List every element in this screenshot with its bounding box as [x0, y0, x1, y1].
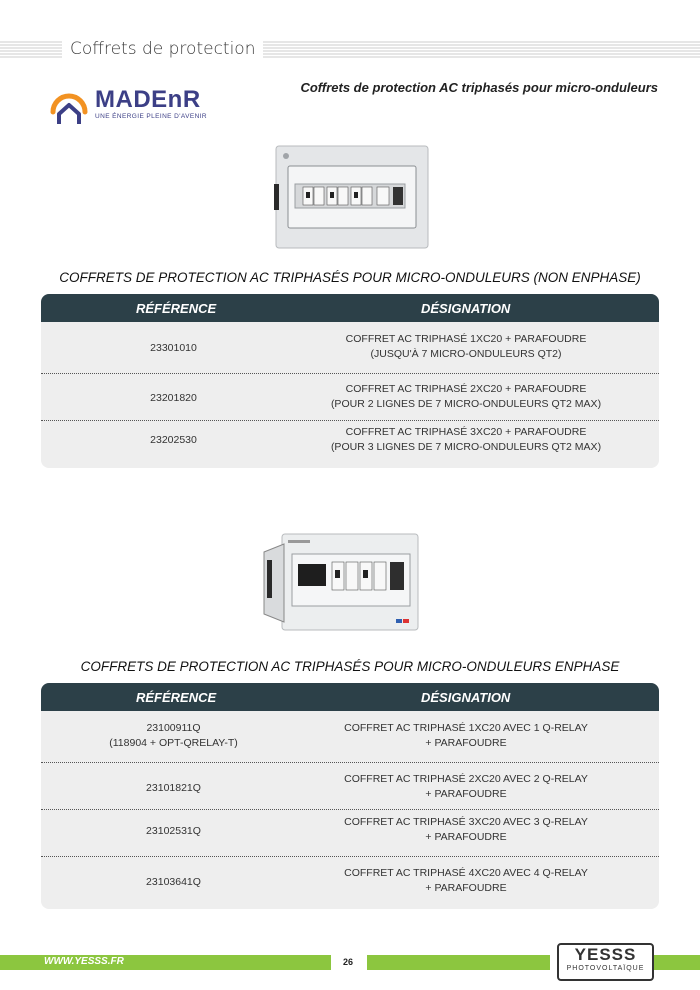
product-photo-enphase: [262, 530, 422, 634]
madenr-logo: [48, 84, 208, 128]
yesss-logo: [557, 943, 654, 981]
row-designation: COFFRET AC TRIPHASÉ 1XC20 AVEC 1 Q-RELAY + PARAFOUDRE: [344, 722, 588, 749]
table-enphase: [41, 683, 659, 909]
column-header-reference: RÉFÉRENCE: [136, 301, 217, 316]
page-number: 26: [343, 957, 354, 967]
page-main-title: Coffrets de protection AC triphasés pour micro-onduleurs: [300, 80, 658, 95]
column-header-reference: RÉFÉRENCE: [136, 690, 217, 705]
section-header-title: Coffrets de protection: [62, 39, 263, 59]
row-designation: COFFRET AC TRIPHASÉ 2XC20 AVEC 2 Q-RELAY + PARAFOUDRE: [344, 773, 588, 800]
table-row: [41, 810, 659, 857]
table-row: [41, 322, 659, 374]
table-header: [41, 294, 659, 322]
brand-tagline: UNE ÉNERGIE PLEINE D'AVENIR: [95, 113, 207, 120]
table-header: [41, 683, 659, 711]
footer-green-bar-middle: [367, 955, 550, 970]
yesss-logo-subtitle: PHOTOVOLTAÏQUE: [566, 965, 645, 972]
table-row: [41, 763, 659, 810]
table-row: [41, 421, 659, 467]
row-reference: 23201820: [150, 392, 197, 404]
row-designation: COFFRET AC TRIPHASÉ 2XC20 + PARAFOUDRE (POUR 2 LIGNES DE 7 MICRO-ONDULEURS QT2 MAX): [330, 383, 602, 410]
section-title-non-enphase: COFFRETS DE PROTECTION AC TRIPHASÉS POUR MICRO-ONDULEURS (NON ENPHASE): [59, 270, 641, 285]
row-reference: 23301010: [150, 342, 197, 354]
footer-green-bar-right: [652, 955, 700, 970]
yesss-logo-word: YESSS: [574, 945, 637, 964]
website-link[interactable]: WWW.YESSS.FR: [44, 956, 124, 967]
section-title-enphase: COFFRETS DE PROTECTION AC TRIPHASÉS POUR MICRO-ONDULEURS ENPHASE: [80, 659, 620, 674]
row-designation: COFFRET AC TRIPHASÉ 1XC20 + PARAFOUDRE (JUSQU'À 7 MICRO-ONDULEURS QT2): [345, 333, 587, 360]
product-photo-non-enphase: [273, 144, 431, 250]
column-header-designation: DÉSIGNATION: [421, 690, 511, 705]
house-icon: [48, 84, 90, 128]
row-reference: 23101821Q: [146, 782, 201, 794]
table-row: [41, 857, 659, 909]
table-row: [41, 711, 659, 763]
row-designation: COFFRET AC TRIPHASÉ 3XC20 + PARAFOUDRE (POUR 3 LIGNES DE 7 MICRO-ONDULEURS QT2 MAX): [330, 426, 602, 453]
row-designation: COFFRET AC TRIPHASÉ 4XC20 AVEC 4 Q-RELAY + PARAFOUDRE: [344, 867, 588, 894]
table-non-enphase: [41, 294, 659, 468]
row-reference: 23100911Q (118904 + OPT-QRELAY-T): [109, 722, 238, 749]
column-header-designation: DÉSIGNATION: [421, 301, 511, 316]
row-reference: 23202530: [150, 434, 197, 446]
row-reference: 23103641Q: [146, 876, 201, 888]
row-designation: COFFRET AC TRIPHASÉ 3XC20 AVEC 3 Q-RELAY + PARAFOUDRE: [344, 816, 588, 843]
brand-name: MADEnR: [95, 86, 201, 113]
table-row: [41, 374, 659, 421]
row-reference: 23102531Q: [146, 825, 201, 837]
